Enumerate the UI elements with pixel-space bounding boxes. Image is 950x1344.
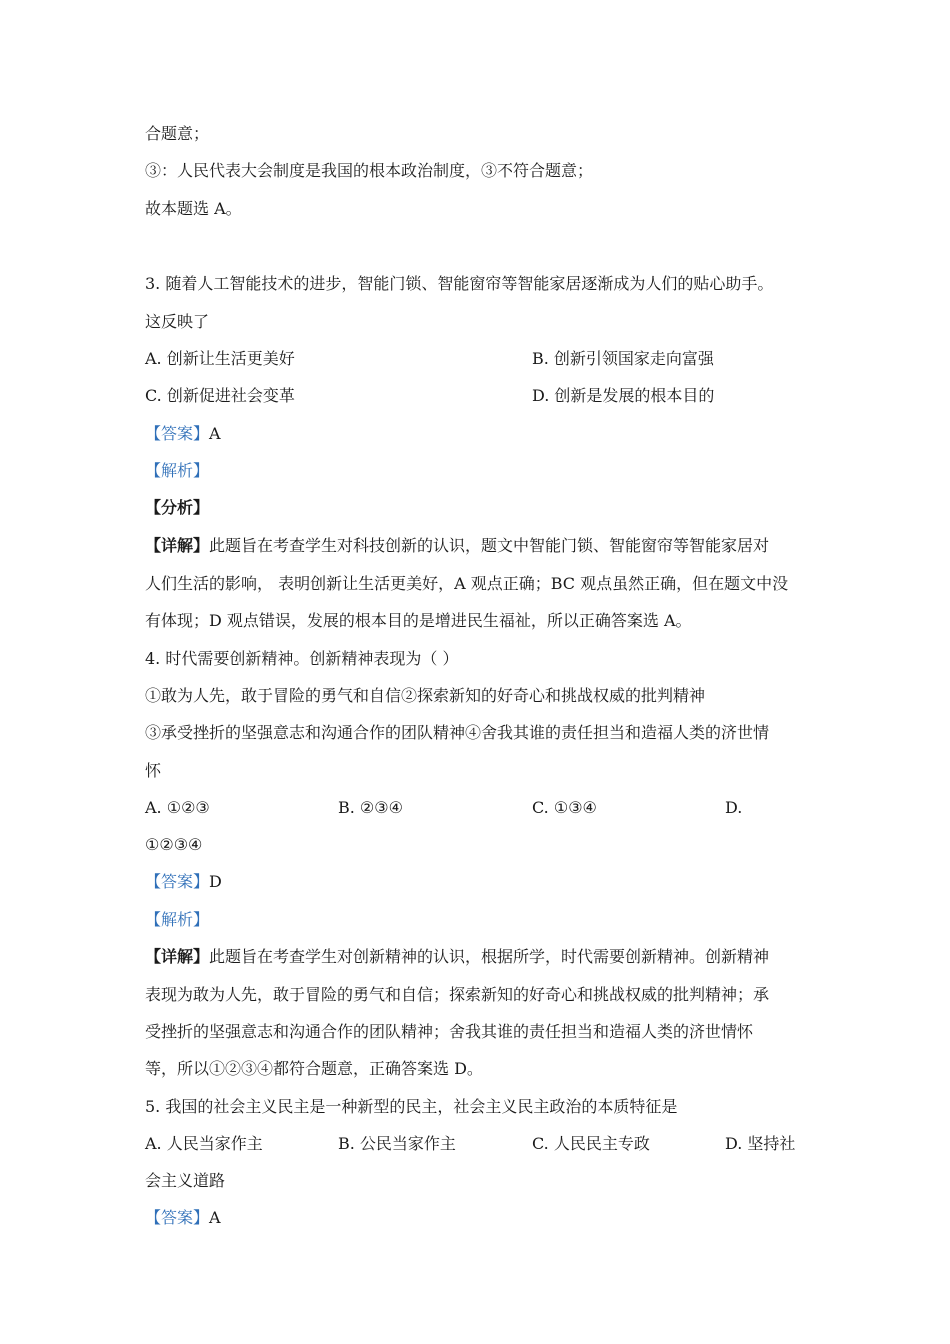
q4-detail-cont: 受挫折的坚强意志和沟通合作的团队精神；舍我其谁的责任担当和造福人类的济世情怀 bbox=[145, 1022, 754, 1041]
q4-option-a: A. ①②③ bbox=[145, 798, 210, 817]
q3-detail bbox=[145, 535, 769, 557]
q4-option-c: C. ①③④ bbox=[532, 798, 597, 817]
q5-option-b: B. 公民当家作主 bbox=[338, 1134, 456, 1153]
detail-text: 此题旨在考查学生对科技创新的认识，题文中智能门锁、智能窗帘等智能家居对 bbox=[209, 536, 770, 555]
q4-option-d-cont: ①②③④ bbox=[145, 835, 203, 854]
q4-item-line: ①敢为人先，敢于冒险的勇气和自信②探索新知的好奇心和挑战权威的批判精神 bbox=[145, 686, 706, 705]
q3-stem: 3. 随着人工智能技术的进步，智能门锁、智能窗帘等智能家居逐渐成为人们的贴心助手。 bbox=[145, 274, 774, 293]
q5-option-c: C. 人民民主专政 bbox=[532, 1134, 650, 1153]
q3-detail-cont: 人们生活的影响， 表明创新让生活更美好，A 观点正确；BC 观点虽然正确，但在题文中没 bbox=[145, 574, 789, 593]
q4-detail bbox=[145, 946, 769, 968]
prev-text-line: 合题意； bbox=[145, 124, 210, 143]
q3-answer bbox=[145, 423, 221, 445]
q4-item-line: 怀 bbox=[145, 761, 162, 780]
q3-option-d: D. 创新是发展的根本目的 bbox=[532, 386, 715, 405]
answer-value: A bbox=[209, 424, 221, 443]
q4-option-b: B. ②③④ bbox=[338, 798, 403, 817]
q4-detail-cont: 等，所以①②③④都符合题意，正确答案选 D。 bbox=[145, 1059, 483, 1078]
q4-stem: 4. 时代需要创新精神。创新精神表现为（ ） bbox=[145, 649, 459, 668]
q5-option-d-cont: 会主义道路 bbox=[145, 1171, 226, 1190]
q3-analysis-tag bbox=[145, 460, 209, 482]
q3-stem-cont: 这反映了 bbox=[145, 312, 210, 331]
q4-option-d: D. bbox=[725, 798, 743, 817]
fenxi-tag: 【分析】 bbox=[145, 498, 210, 517]
q3-detail-cont: 有体现；D 观点错误，发展的根本目的是增进民生福祉，所以正确答案选 A。 bbox=[145, 611, 692, 630]
answer-value: D bbox=[209, 872, 222, 891]
detail-text: 此题旨在考查学生对创新精神的认识，根据所学，时代需要创新精神。创新精神 bbox=[209, 947, 770, 966]
q4-item-line: ③承受挫折的坚强意志和沟通合作的团队精神④舍我其谁的责任担当和造福人类的济世情 bbox=[145, 723, 770, 742]
answer-tag: 【答案】 bbox=[145, 424, 210, 443]
q5-answer bbox=[145, 1207, 221, 1229]
q3-option-c: C. 创新促进社会变革 bbox=[145, 386, 295, 405]
analysis-tag: 【解析】 bbox=[145, 910, 210, 929]
q4-detail-cont: 表现为敢为人先，敢于冒险的勇气和自信；探索新知的好奇心和挑战权威的批判精神；承 bbox=[145, 985, 770, 1004]
q4-analysis-tag bbox=[145, 909, 209, 931]
answer-tag: 【答案】 bbox=[145, 872, 210, 891]
answer-tag: 【答案】 bbox=[145, 1208, 210, 1227]
q5-stem: 5. 我国的社会主义民主是一种新型的民主，社会主义民主政治的本质特征是 bbox=[145, 1097, 678, 1116]
q5-option-a: A. 人民当家作主 bbox=[145, 1134, 263, 1153]
answer-value: A bbox=[209, 1208, 221, 1227]
q3-option-a: A. 创新让生活更美好 bbox=[145, 349, 295, 368]
q3-option-b: B. 创新引领国家走向富强 bbox=[532, 349, 714, 368]
q4-answer bbox=[145, 871, 222, 893]
q5-option-d: D. 坚持社 bbox=[725, 1134, 796, 1153]
detail-tag: 【详解】 bbox=[145, 536, 210, 555]
q3-fenxi-tag bbox=[145, 497, 209, 519]
prev-text-line: ③：人民代表大会制度是我国的根本政治制度，③不符合题意； bbox=[145, 161, 594, 180]
analysis-tag: 【解析】 bbox=[145, 461, 210, 480]
detail-tag: 【详解】 bbox=[145, 947, 210, 966]
prev-text-line: 故本题选 A。 bbox=[145, 199, 242, 218]
